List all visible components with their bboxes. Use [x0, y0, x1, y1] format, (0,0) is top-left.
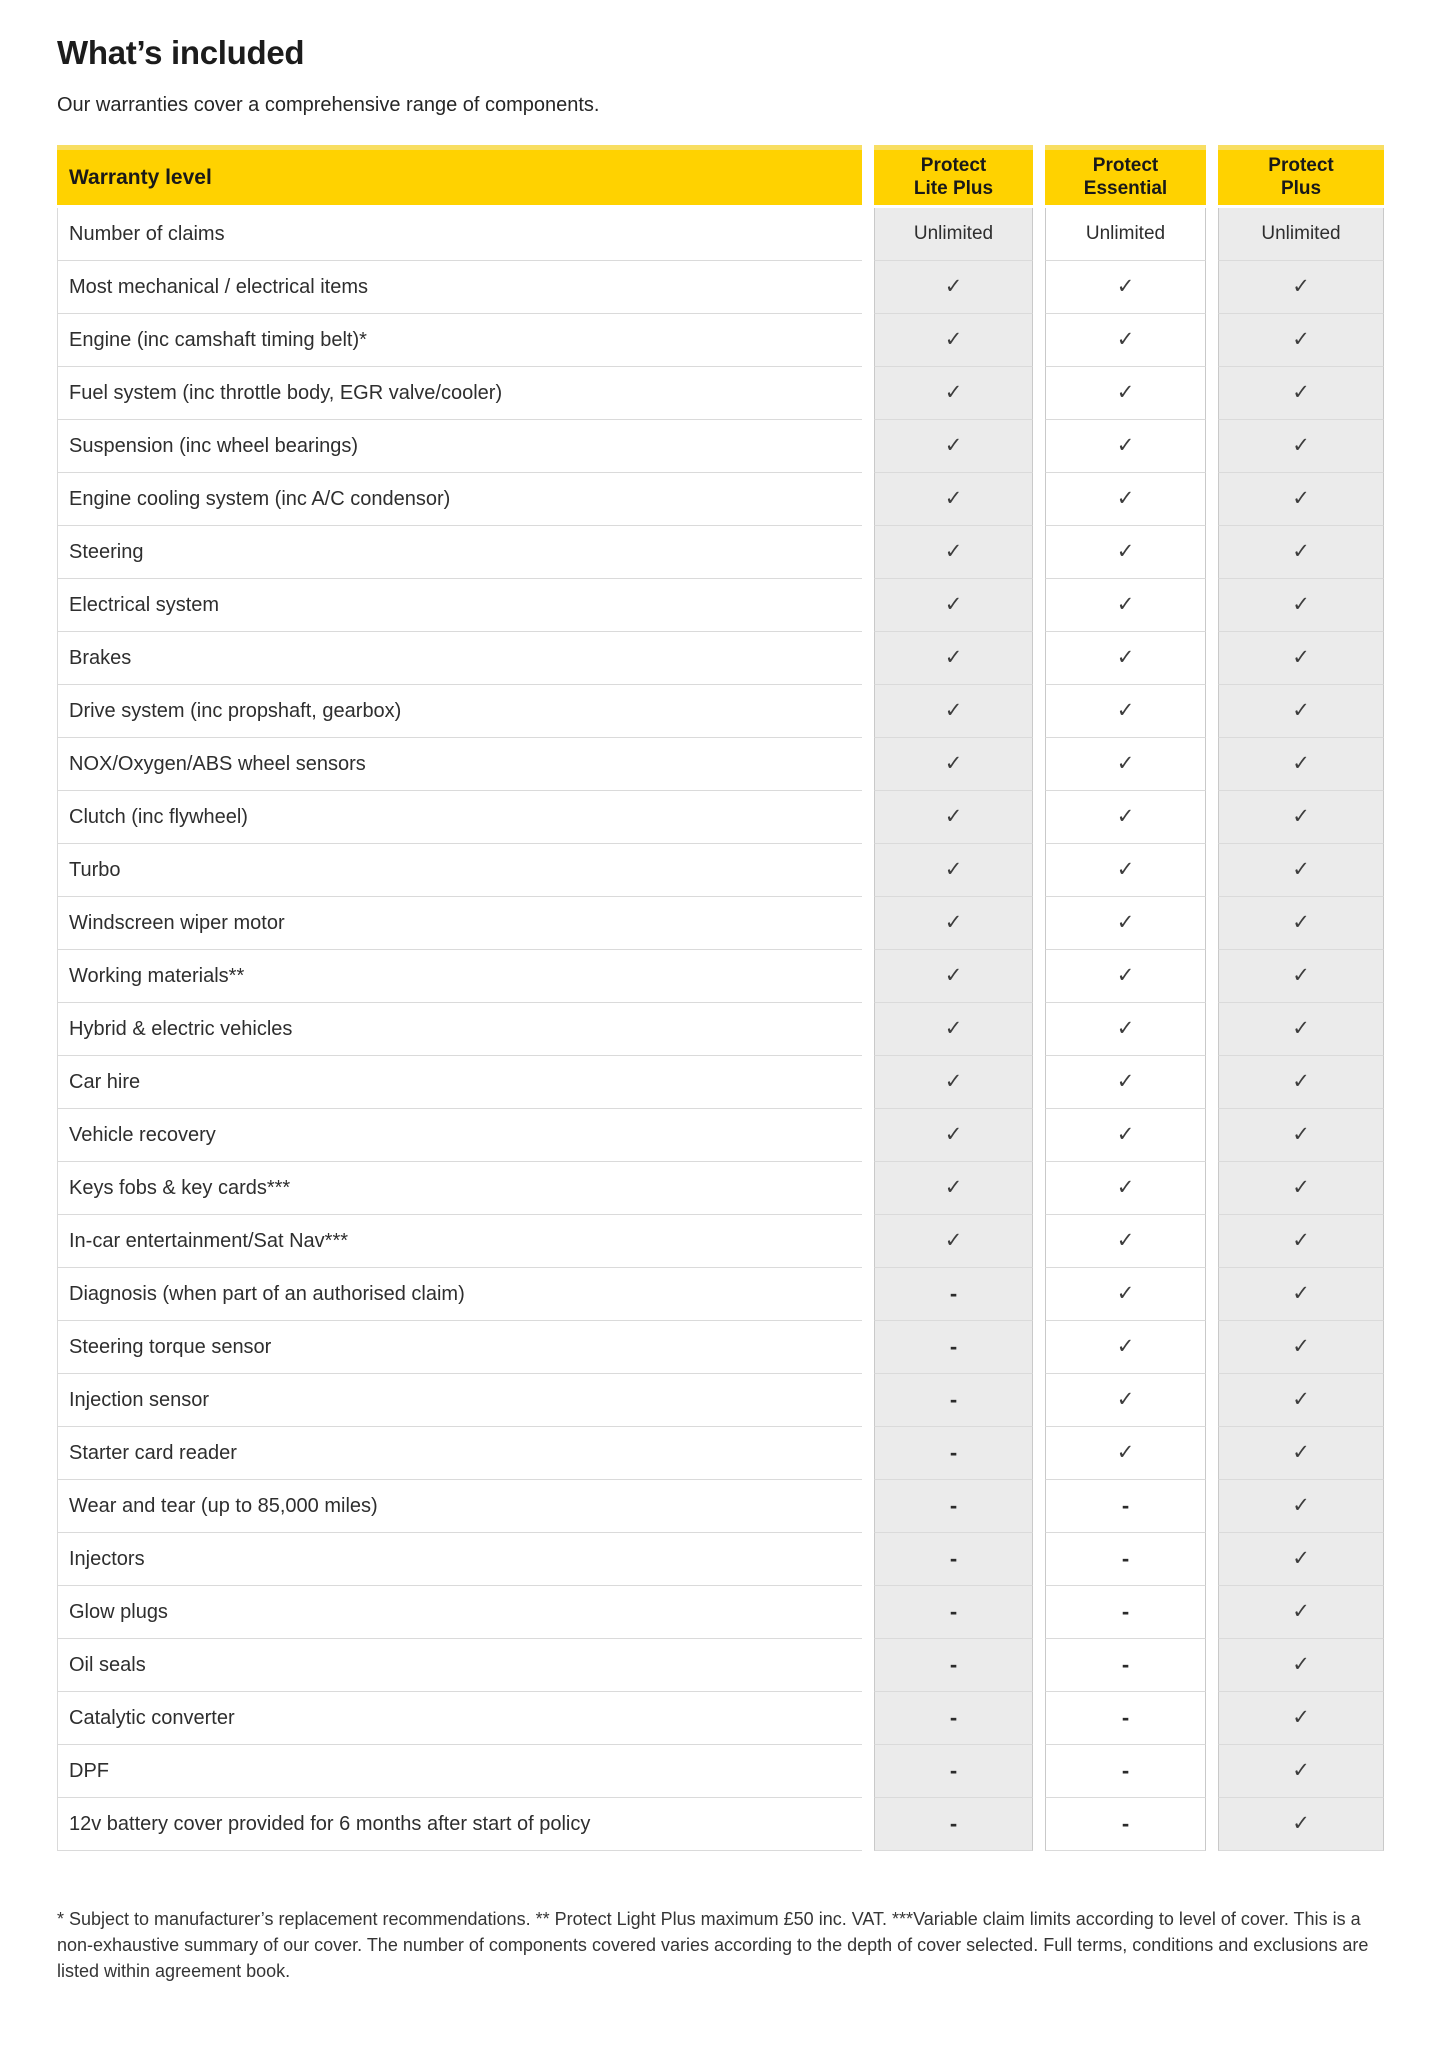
- value-cell: [1045, 367, 1206, 420]
- page-title: What’s included: [57, 34, 305, 71]
- value-cell: [874, 1692, 1033, 1745]
- value-cell: [1045, 1798, 1206, 1851]
- value-cell: [874, 526, 1033, 579]
- row-label: Suspension (inc wheel bearings): [57, 420, 862, 473]
- table-row: [57, 1586, 1387, 1639]
- table-header-row: [57, 145, 1387, 205]
- value-cell: [1045, 579, 1206, 632]
- value-cell: [874, 1533, 1033, 1586]
- value-cell: [1045, 1003, 1206, 1056]
- value-cell: [874, 1268, 1033, 1321]
- value-cell: [1218, 1798, 1384, 1851]
- check-icon: ✓: [1292, 1758, 1310, 1782]
- check-icon: ✓: [1292, 751, 1310, 775]
- dash-icon: -: [949, 1387, 958, 1412]
- row-label: Fuel system (inc throttle body, EGR valve/cooler): [57, 367, 862, 420]
- value-cell: [874, 1056, 1033, 1109]
- row-label: Clutch (inc flywheel): [57, 791, 862, 844]
- row-label: Oil seals: [57, 1639, 862, 1692]
- value-cell: [1218, 1268, 1384, 1321]
- dash-icon: -: [949, 1440, 958, 1465]
- header-col-line2: Essential: [1083, 177, 1168, 199]
- value-cell: [1045, 1480, 1206, 1533]
- table-row: [57, 1215, 1387, 1268]
- row-label: Keys fobs & key cards***: [57, 1162, 862, 1215]
- check-icon: ✓: [1292, 1281, 1310, 1305]
- value-cell: [874, 685, 1033, 738]
- value-cell: [1218, 791, 1384, 844]
- value-cell: [1045, 685, 1206, 738]
- value-cell: [1218, 1162, 1384, 1215]
- value-cell: [874, 1374, 1033, 1427]
- value-cell: [1045, 420, 1206, 473]
- table-row: [57, 1003, 1387, 1056]
- check-icon: ✓: [1292, 1652, 1310, 1676]
- check-icon: ✓: [944, 910, 963, 934]
- check-icon: ✓: [1116, 1440, 1135, 1464]
- value-cell: [874, 1639, 1033, 1692]
- value-cell: [1218, 1639, 1384, 1692]
- table-row: [57, 579, 1387, 632]
- value-cell: [1218, 1215, 1384, 1268]
- check-icon: ✓: [1292, 486, 1310, 510]
- table-row: [57, 1533, 1387, 1586]
- check-icon: ✓: [944, 274, 963, 298]
- value-cell: [1045, 473, 1206, 526]
- table-row: [57, 1374, 1387, 1427]
- value-cell: [1218, 685, 1384, 738]
- dash-icon: -: [949, 1546, 958, 1571]
- row-label: Starter card reader: [57, 1427, 862, 1480]
- row-label: Engine cooling system (inc A/C condensor): [57, 473, 862, 526]
- value-cell: [874, 738, 1033, 791]
- check-icon: ✓: [1116, 539, 1135, 563]
- value-cell: [874, 261, 1033, 314]
- check-icon: ✓: [1292, 1122, 1310, 1146]
- value-cell: [1045, 526, 1206, 579]
- check-icon: ✓: [1292, 274, 1310, 298]
- check-icon: ✓: [1292, 433, 1310, 457]
- check-icon: ✓: [1116, 804, 1135, 828]
- value-cell: [1218, 897, 1384, 950]
- row-label: Wear and tear (up to 85,000 miles): [57, 1480, 862, 1533]
- value-cell: [1045, 1692, 1206, 1745]
- table-row: [57, 1321, 1387, 1374]
- value-cell: [874, 1745, 1033, 1798]
- table-row: [57, 261, 1387, 314]
- check-icon: ✓: [1116, 1016, 1135, 1040]
- value-cell: [1045, 844, 1206, 897]
- check-icon: ✓: [944, 1175, 963, 1199]
- dash-icon: -: [949, 1705, 958, 1730]
- check-icon: ✓: [1292, 1016, 1310, 1040]
- dash-icon: -: [949, 1334, 958, 1359]
- check-icon: ✓: [1292, 1546, 1310, 1570]
- row-label: Drive system (inc propshaft, gearbox): [57, 685, 862, 738]
- table-row: [57, 1268, 1387, 1321]
- check-icon: ✓: [944, 751, 963, 775]
- table-row: [57, 1480, 1387, 1533]
- value-cell: [1218, 950, 1384, 1003]
- value-cell: [874, 579, 1033, 632]
- check-icon: ✓: [1116, 698, 1135, 722]
- table-row: [57, 367, 1387, 420]
- row-label: Diagnosis (when part of an authorised claim): [57, 1268, 862, 1321]
- value-cell: [1218, 738, 1384, 791]
- table-row: [57, 420, 1387, 473]
- value-cell: [874, 367, 1033, 420]
- value-cell: [1045, 261, 1206, 314]
- check-icon: ✓: [1292, 380, 1310, 404]
- value-cell: [874, 420, 1033, 473]
- check-icon: ✓: [1292, 1387, 1310, 1411]
- check-icon: ✓: [1292, 963, 1310, 987]
- row-label: Vehicle recovery: [57, 1109, 862, 1162]
- check-icon: ✓: [1292, 1493, 1310, 1517]
- value-cell: [1218, 420, 1384, 473]
- check-icon: ✓: [1292, 1811, 1310, 1835]
- dash-icon: -: [949, 1652, 958, 1677]
- value-cell: [1045, 1533, 1206, 1586]
- table-row: [57, 1162, 1387, 1215]
- value-cell: [1218, 844, 1384, 897]
- value-text: Unlimited: [913, 223, 994, 244]
- value-cell: [1045, 738, 1206, 791]
- row-label: Steering torque sensor: [57, 1321, 862, 1374]
- value-cell: [1218, 1056, 1384, 1109]
- dash-icon: -: [949, 1493, 958, 1518]
- row-label: Injectors: [57, 1533, 862, 1586]
- table-row: [57, 314, 1387, 367]
- value-cell: [1218, 261, 1384, 314]
- check-icon: ✓: [1116, 592, 1135, 616]
- page-subtitle: Our warranties cover a comprehensive range of components.: [57, 94, 600, 116]
- value-cell: [874, 1427, 1033, 1480]
- value-cell: [874, 844, 1033, 897]
- table-row: [57, 1056, 1387, 1109]
- check-icon: ✓: [1292, 539, 1310, 563]
- dash-icon: -: [1121, 1599, 1130, 1624]
- header-col-essential: [1045, 145, 1206, 205]
- value-cell: [1045, 1321, 1206, 1374]
- value-cell: [1045, 632, 1206, 685]
- value-text: Unlimited: [1261, 223, 1341, 244]
- check-icon: ✓: [1116, 751, 1135, 775]
- row-label: 12v battery cover provided for 6 months after start of policy: [57, 1798, 862, 1851]
- header-col-lite-plus: [874, 145, 1033, 205]
- value-cell: [1045, 1162, 1206, 1215]
- value-cell: [1218, 208, 1384, 261]
- value-cell: [1045, 1109, 1206, 1162]
- check-icon: ✓: [1116, 1334, 1135, 1358]
- dash-icon: -: [1121, 1811, 1130, 1836]
- header-col-line1: Protect: [1092, 155, 1159, 177]
- value-cell: [1045, 897, 1206, 950]
- check-icon: ✓: [1292, 1228, 1310, 1252]
- row-label: In-car entertainment/Sat Nav***: [57, 1215, 862, 1268]
- value-cell: [874, 1162, 1033, 1215]
- check-icon: ✓: [1116, 327, 1135, 351]
- table-row: [57, 1692, 1387, 1745]
- table-row: [57, 897, 1387, 950]
- value-cell: [874, 632, 1033, 685]
- value-cell: [874, 1480, 1033, 1533]
- value-cell: [1218, 1427, 1384, 1480]
- value-cell: [1218, 1745, 1384, 1798]
- value-cell: [1045, 1639, 1206, 1692]
- check-icon: ✓: [944, 1069, 963, 1093]
- value-cell: [1218, 1533, 1384, 1586]
- value-cell: [1045, 1374, 1206, 1427]
- check-icon: ✓: [944, 592, 963, 616]
- check-icon: ✓: [1116, 433, 1135, 457]
- dash-icon: -: [1121, 1705, 1130, 1730]
- check-icon: ✓: [1116, 380, 1135, 404]
- check-icon: ✓: [1292, 327, 1310, 351]
- dash-icon: -: [949, 1599, 958, 1624]
- table-row: [57, 1639, 1387, 1692]
- dash-icon: -: [1121, 1652, 1130, 1677]
- row-label: Windscreen wiper motor: [57, 897, 862, 950]
- row-label: Working materials**: [57, 950, 862, 1003]
- dash-icon: -: [1121, 1493, 1130, 1518]
- row-label: Hybrid & electric vehicles: [57, 1003, 862, 1056]
- check-icon: ✓: [1292, 1705, 1310, 1729]
- check-icon: ✓: [944, 1122, 963, 1146]
- value-cell: [1045, 1586, 1206, 1639]
- row-label: Steering: [57, 526, 862, 579]
- value-cell: [874, 791, 1033, 844]
- value-cell: [1045, 1745, 1206, 1798]
- warranty-table: [57, 145, 1387, 1851]
- row-label: Brakes: [57, 632, 862, 685]
- table-row: [57, 1745, 1387, 1798]
- table-row: [57, 791, 1387, 844]
- check-icon: ✓: [944, 804, 963, 828]
- value-cell: [1218, 367, 1384, 420]
- value-text: Unlimited: [1085, 223, 1166, 244]
- table-body: [57, 208, 1387, 1851]
- check-icon: ✓: [944, 327, 963, 351]
- check-icon: ✓: [944, 539, 963, 563]
- check-icon: ✓: [1292, 910, 1310, 934]
- check-icon: ✓: [1292, 857, 1310, 881]
- check-icon: ✓: [944, 857, 963, 881]
- check-icon: ✓: [944, 1228, 963, 1252]
- row-label: Number of claims: [57, 208, 862, 261]
- header-col-plus: [1218, 145, 1384, 205]
- value-cell: [1045, 1215, 1206, 1268]
- check-icon: ✓: [1116, 645, 1135, 669]
- row-label: Car hire: [57, 1056, 862, 1109]
- value-cell: [1218, 1374, 1384, 1427]
- value-cell: [1218, 1321, 1384, 1374]
- table-row: [57, 1109, 1387, 1162]
- row-label: Glow plugs: [57, 1586, 862, 1639]
- check-icon: ✓: [1116, 1281, 1135, 1305]
- value-cell: [874, 1321, 1033, 1374]
- check-icon: ✓: [1116, 274, 1135, 298]
- header-col-line2: Plus: [1280, 177, 1322, 199]
- check-icon: ✓: [1292, 804, 1310, 828]
- check-icon: ✓: [944, 698, 963, 722]
- value-cell: [1045, 950, 1206, 1003]
- value-cell: [874, 208, 1033, 261]
- value-cell: [1045, 1056, 1206, 1109]
- value-cell: [1218, 1480, 1384, 1533]
- value-cell: [1218, 579, 1384, 632]
- table-row: [57, 473, 1387, 526]
- dash-icon: -: [1121, 1546, 1130, 1571]
- row-label: NOX/Oxygen/ABS wheel sensors: [57, 738, 862, 791]
- check-icon: ✓: [1116, 1387, 1135, 1411]
- value-cell: [1045, 208, 1206, 261]
- check-icon: ✓: [944, 1016, 963, 1040]
- value-cell: [1045, 1268, 1206, 1321]
- check-icon: ✓: [1292, 698, 1310, 722]
- check-icon: ✓: [1116, 1175, 1135, 1199]
- row-label: Turbo: [57, 844, 862, 897]
- value-cell: [1218, 1003, 1384, 1056]
- table-row: [57, 1427, 1387, 1480]
- value-cell: [874, 1798, 1033, 1851]
- header-col-line1: Protect: [1268, 155, 1334, 177]
- value-cell: [874, 1003, 1033, 1056]
- dash-icon: -: [949, 1811, 958, 1836]
- check-icon: ✓: [1116, 486, 1135, 510]
- value-cell: [1218, 632, 1384, 685]
- check-icon: ✓: [944, 963, 963, 987]
- value-cell: [1218, 1586, 1384, 1639]
- check-icon: ✓: [1292, 1334, 1310, 1358]
- check-icon: ✓: [1116, 857, 1135, 881]
- value-cell: [874, 314, 1033, 367]
- table-row: [57, 685, 1387, 738]
- table-row: [57, 632, 1387, 685]
- check-icon: ✓: [1292, 645, 1310, 669]
- value-cell: [874, 1586, 1033, 1639]
- value-cell: [1218, 526, 1384, 579]
- check-icon: ✓: [1116, 910, 1135, 934]
- value-cell: [1045, 1427, 1206, 1480]
- dash-icon: -: [949, 1758, 958, 1783]
- check-icon: ✓: [1292, 1599, 1310, 1623]
- header-col-line1: Protect: [920, 155, 987, 177]
- check-icon: ✓: [1116, 1228, 1135, 1252]
- row-label: Most mechanical / electrical items: [57, 261, 862, 314]
- value-cell: [874, 473, 1033, 526]
- table-row: [57, 1798, 1387, 1851]
- row-label: Injection sensor: [57, 1374, 862, 1427]
- row-label: Electrical system: [57, 579, 862, 632]
- row-label: Catalytic converter: [57, 1692, 862, 1745]
- header-warranty-level: Warranty level: [57, 145, 862, 205]
- check-icon: ✓: [944, 433, 963, 457]
- dash-icon: -: [1121, 1758, 1130, 1783]
- check-icon: ✓: [1292, 1175, 1310, 1199]
- table-row: [57, 526, 1387, 579]
- row-label: DPF: [57, 1745, 862, 1798]
- check-icon: ✓: [1116, 1122, 1135, 1146]
- value-cell: [1045, 791, 1206, 844]
- check-icon: ✓: [1116, 963, 1135, 987]
- table-row: [57, 738, 1387, 791]
- check-icon: ✓: [944, 645, 963, 669]
- check-icon: ✓: [1116, 1069, 1135, 1093]
- value-cell: [1218, 473, 1384, 526]
- header-col-line2: Lite Plus: [913, 177, 994, 199]
- table-row: [57, 950, 1387, 1003]
- value-cell: [874, 1109, 1033, 1162]
- value-cell: [1218, 1109, 1384, 1162]
- table-row: [57, 208, 1387, 261]
- value-cell: [874, 1215, 1033, 1268]
- value-cell: [1045, 314, 1206, 367]
- value-cell: [1218, 1692, 1384, 1745]
- check-icon: ✓: [944, 380, 963, 404]
- check-icon: ✓: [1292, 1069, 1310, 1093]
- check-icon: ✓: [1292, 1440, 1310, 1464]
- value-cell: [874, 950, 1033, 1003]
- dash-icon: -: [949, 1281, 958, 1306]
- check-icon: ✓: [1292, 592, 1310, 616]
- footnote: * Subject to manufacturer’s replacement recommendations. ** Protect Light Plus maximum £50 inc. VAT. ***Variable claim limits according to level of cover. This is a non-exhaustive summary of our cover. The number of components covered varies according to the depth of cover selected. Full terms, conditions and exclusions are listed within agreement book.: [57, 1909, 1369, 1981]
- table-row: [57, 844, 1387, 897]
- check-icon: ✓: [944, 486, 963, 510]
- value-cell: [1218, 314, 1384, 367]
- value-cell: [874, 897, 1033, 950]
- row-label: Engine (inc camshaft timing belt)*: [57, 314, 862, 367]
